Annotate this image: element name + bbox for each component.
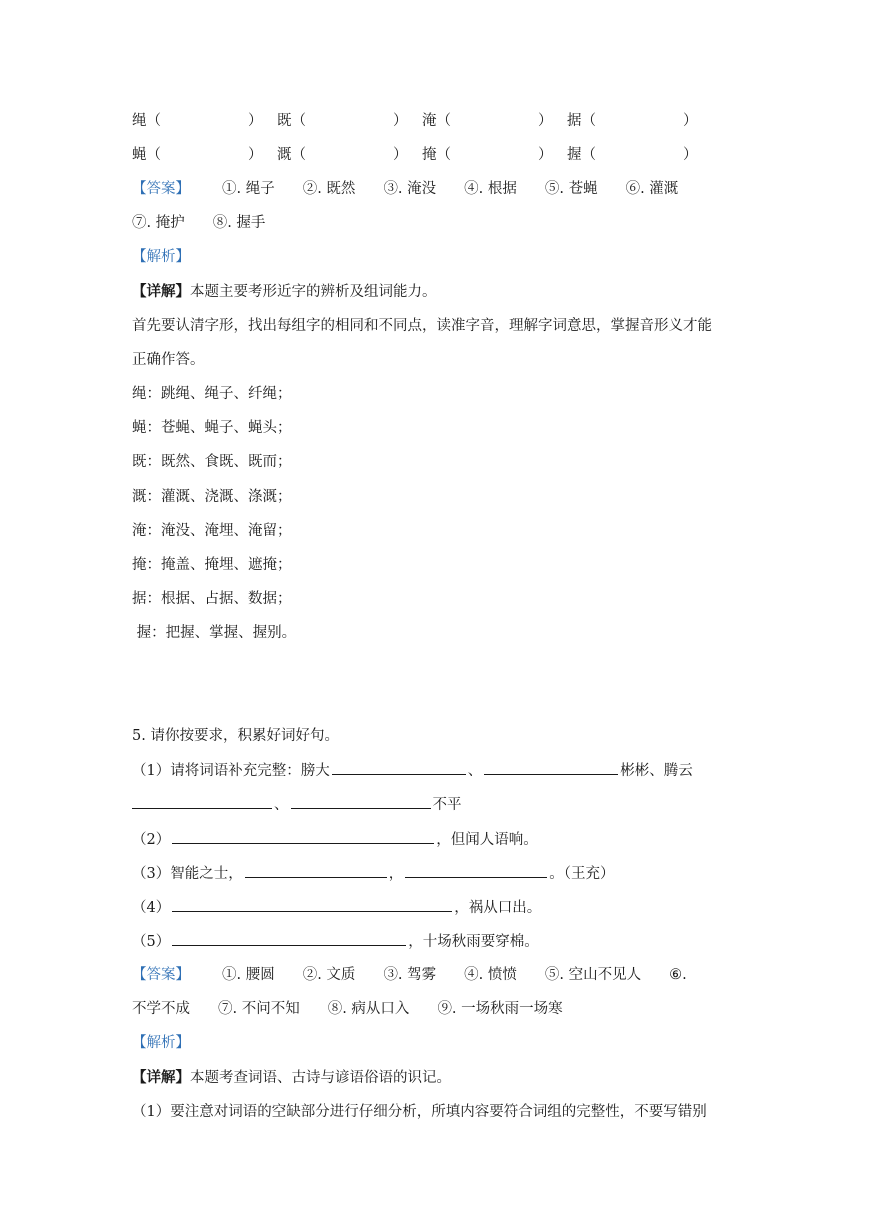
- paragraph-line: 正确作答。: [132, 352, 205, 368]
- char-item: 蝇（ ）: [132, 147, 263, 163]
- detail-text: 本题主要考形近字的辨析及组词能力。: [190, 284, 437, 300]
- question-4: [132, 897, 541, 918]
- q1-line2-sep: 、: [274, 797, 289, 813]
- question-3: [132, 863, 614, 884]
- answer-item: ⑦. 不问不知: [218, 1001, 300, 1017]
- detail-text: 本题考查词语、古诗与谚语俗语的识记。: [190, 1070, 451, 1086]
- char-item: 既（ ）: [277, 113, 408, 129]
- q3-mid: ，: [388, 866, 404, 882]
- answer-item: ⑥.: [669, 967, 687, 983]
- answer-item: ⑦. 掩护: [132, 215, 185, 231]
- char-item: 掩（ ）: [422, 147, 553, 163]
- paragraph-line: （1）要注意对词语的空缺部分进行仔细分析，所填内容要符合词组的完整性，不要写错别: [132, 1104, 707, 1120]
- word-line: 绳：跳绳、绳子、纤绳；: [132, 386, 292, 402]
- answer-line-4b: [132, 213, 293, 233]
- detail-line-5: [132, 1068, 451, 1088]
- char-item: 淹（ ）: [422, 113, 553, 129]
- word-line: 握：把握、掌握、握别。: [132, 625, 297, 641]
- q4-prefix: （4）: [132, 900, 171, 916]
- blank-line: [172, 931, 406, 946]
- q3-prefix: （3）智能之士，: [132, 866, 243, 882]
- question-2: [132, 829, 538, 850]
- blank-line: [172, 829, 434, 844]
- q5-end: ，十场秋雨要穿棉。: [408, 934, 539, 950]
- word-line: 溉：灌溉、浇溉、涤溉；: [132, 489, 292, 505]
- q2-prefix: （2）: [132, 832, 171, 848]
- answer-item: ⑤. 空山不见人: [544, 967, 642, 983]
- word-line: 据：根据、占据、数据；: [132, 591, 292, 607]
- q3-end: 。（王充）: [549, 866, 615, 882]
- detail-line-4: [132, 282, 437, 302]
- answer-item: ③. 驾雾: [383, 967, 437, 983]
- detail-tag: 【详解】: [132, 283, 190, 300]
- blank-line: [332, 760, 466, 775]
- word-line: 蝇：苍蝇、蝇子、蝇头；: [132, 420, 292, 436]
- blank-line: [484, 760, 618, 775]
- char-item: 绳（ ）: [132, 113, 263, 129]
- question-5: [132, 931, 539, 952]
- char-row-2: [132, 145, 712, 165]
- answer-item: ⑥. 灌溉: [625, 181, 679, 197]
- q1-after: 彬彬、腾云: [620, 763, 693, 779]
- detail-tag: 【详解】: [132, 1069, 190, 1086]
- word-line: 掩：掩盖、掩埋、遮掩；: [132, 557, 292, 573]
- answer-item: ①. 腰圆: [222, 967, 275, 983]
- answer-item: ⑧. 握手: [212, 215, 266, 231]
- answer-line-5a: [132, 965, 687, 985]
- blank-line: [132, 794, 272, 809]
- char-row-1: [132, 111, 712, 131]
- question-1-line-2: [132, 794, 462, 815]
- paragraph-line: 首先要认清字形，找出每组字的相同和不同点，读准字音，理解字词意思，掌握音形义才能: [132, 318, 712, 334]
- answer-item: ⑧. 病从口入: [327, 1001, 410, 1017]
- q1-sep: 、: [467, 763, 483, 779]
- char-item: 据（ ）: [567, 113, 698, 129]
- char-item: 溉（ ）: [277, 147, 408, 163]
- answer-item: ④. 根据: [464, 181, 517, 197]
- char-item: 握（ ）: [567, 147, 698, 163]
- answer-item: ③. 淹没: [383, 181, 437, 197]
- question-1-line-1: [132, 760, 693, 781]
- answer-item: ④. 愤愤: [464, 967, 517, 983]
- q1-prefix: （1）请将词语补充完整：膀大: [132, 763, 330, 779]
- q4-end: ，祸从口出。: [454, 900, 542, 916]
- q2-end: ，但闻人语响。: [436, 832, 538, 848]
- analysis-tag-5: 【解析】: [132, 1035, 190, 1051]
- q1-line2-end: 不平: [432, 797, 462, 813]
- word-line: 淹：淹没、淹埋、淹留；: [132, 523, 292, 539]
- answer-tag: 【答案】: [132, 181, 190, 197]
- answer-item: ⑨. 一场秋雨一场寒: [437, 1001, 563, 1017]
- blank-line: [172, 897, 452, 912]
- answer-line-4a: [132, 179, 678, 199]
- answer-item: ②. 既然: [302, 181, 356, 197]
- q5-prefix: （5）: [132, 934, 171, 950]
- blank-line: [291, 794, 431, 809]
- answer-item: ⑤. 苍蝇: [544, 181, 598, 197]
- answer-item: 不学不成: [132, 1001, 190, 1017]
- answer-line-5b: [132, 999, 591, 1019]
- answer-tag: 【答案】: [132, 967, 190, 983]
- blank-line: [405, 863, 547, 878]
- blank-line: [245, 863, 387, 878]
- analysis-tag-4: 【解析】: [132, 249, 190, 265]
- question-title: 5. 请你按要求，积累好词好句。: [132, 728, 339, 744]
- answer-item: ②. 文质: [302, 967, 356, 983]
- answer-item: ①. 绳子: [222, 181, 275, 197]
- word-line: 既：既然、食既、既而；: [132, 454, 292, 470]
